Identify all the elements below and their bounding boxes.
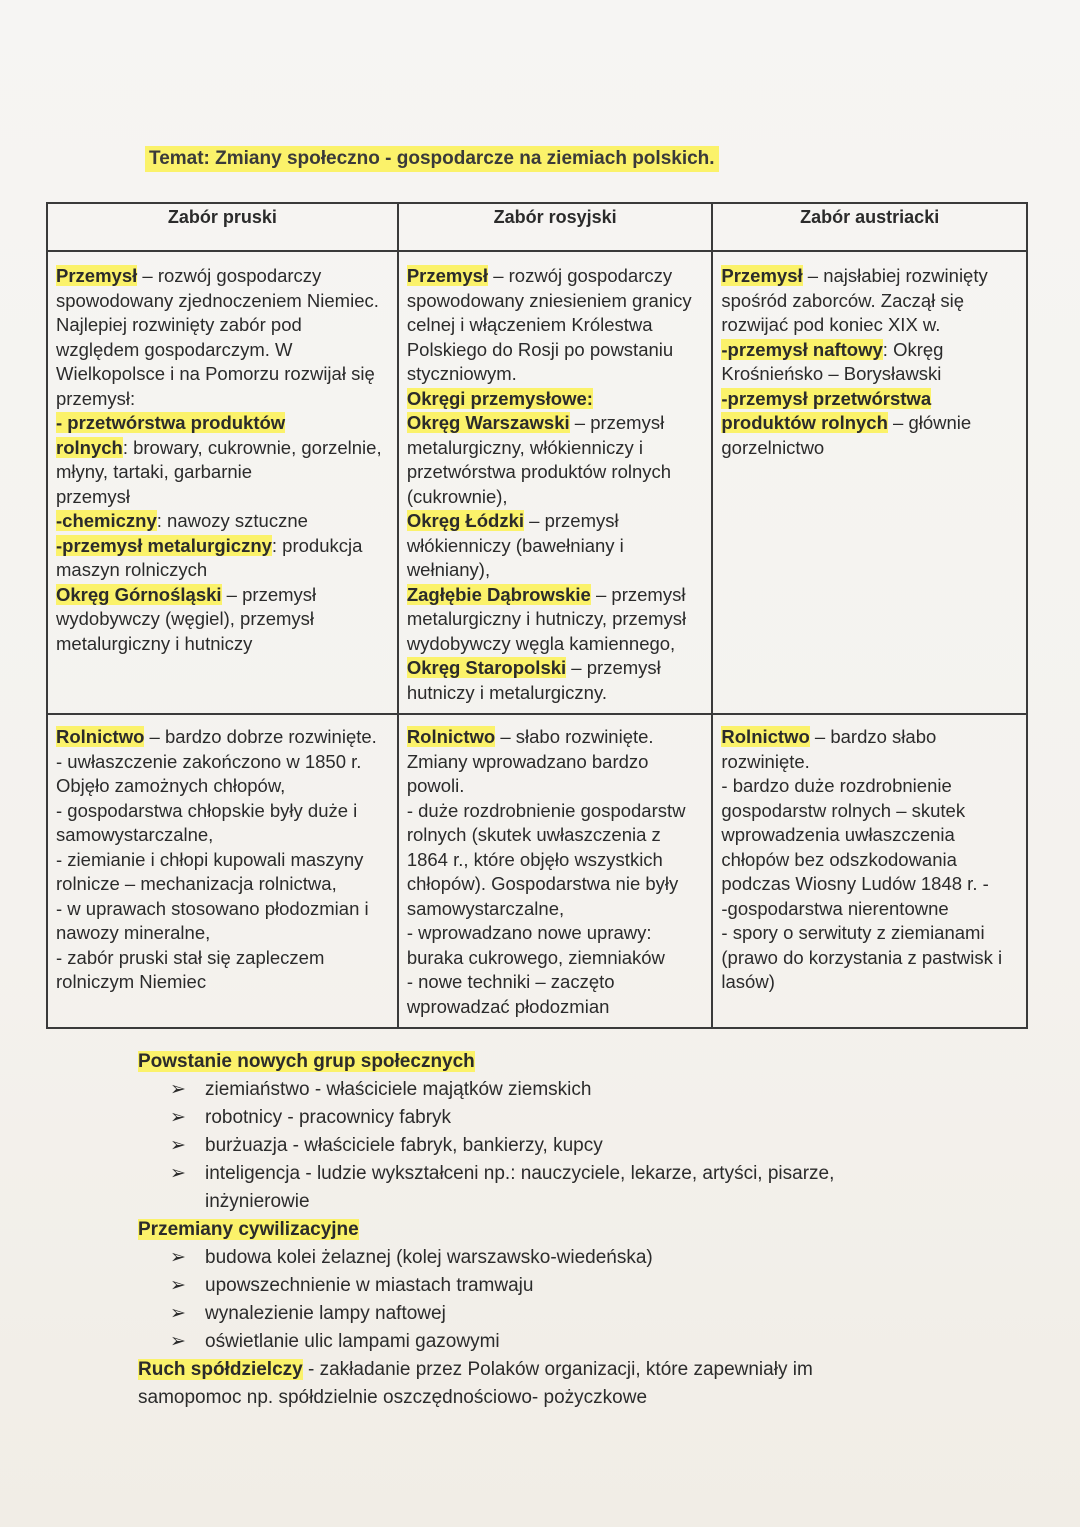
text: – przemysł włókienniczy (bawełniany i wełniany),	[406, 510, 624, 580]
text: : produkcja maszyn rolniczych	[56, 534, 363, 580]
text: – rozwój gospodarczy spowodowany zniesieniem granicy celnej i włączeniem Królestwa Polskiego do Rosji po powstaniu styczniowym.	[406, 265, 692, 384]
russia-industry-cell	[398, 251, 713, 714]
civilization-heading: Przemiany cywilizacyjne	[138, 1219, 359, 1240]
term: Przemysł	[56, 265, 138, 286]
text: – przemysł metalurgiczny i hutniczy, przemysł wydobywczy węgla kamiennego,	[406, 583, 687, 654]
notes-section	[138, 1048, 898, 1412]
groups-heading: Powstanie nowych grup społecznych	[138, 1051, 475, 1072]
cooperative-paragraph	[138, 1356, 898, 1412]
term: -przemysł przetwórstwa produktów rolnych	[721, 387, 932, 433]
term: Przemysł	[406, 265, 489, 286]
text: : nawozy sztuczne	[156, 510, 308, 531]
term: Okręg Staropolski	[406, 657, 567, 678]
term: -chemiczny	[56, 510, 157, 531]
russia-agriculture-cell	[398, 714, 713, 1028]
list-item: -gospodarstwa nierentowne	[721, 897, 949, 919]
list-item: - duże rozdrobnienie gospodarstw rolnych (skutek uwłaszczenia z 1864 r., które objęło wszystkich chłopów). Gospodarstwa nie były samowystarczalne,	[406, 799, 686, 919]
header-russia: Zabór rosyjski	[398, 203, 713, 251]
austria-agriculture-cell	[712, 714, 1027, 1028]
term: - przetwórstwa produktów	[56, 412, 286, 433]
list-item: ➢ budowa kolei żelaznej (kolej warszawsko-wiedeńska)	[170, 1244, 898, 1272]
list-item: ➢ burżuazja - właściciele fabryk, bankierzy, kupcy	[170, 1132, 898, 1160]
term: -przemysł naftowy	[721, 338, 883, 360]
list-item: - nowe techniki – zaczęto wprowadzać płodozmian	[406, 971, 615, 1017]
text: – bardzo słabo rozwinięte.	[721, 726, 937, 772]
text: – przemysł wydobywczy (węgiel), przemysł metalurgiczny i hutniczy	[56, 583, 317, 654]
term: Zagłębie Dąbrowskie	[406, 583, 591, 605]
civilization-list	[138, 1244, 898, 1356]
industry-row	[47, 251, 1027, 714]
list-item: - uwłaszczenie zakończono w 1850 r. Objęło zamożnych chłopów,	[56, 750, 362, 796]
austria-industry-cell	[712, 251, 1027, 714]
page-title: Temat: Zmiany społeczno - gospodarcze na ziemiach polskich.	[145, 146, 719, 172]
partitions-table	[46, 202, 1028, 1029]
list-item: ➢ inteligencja - ludzie wykształceni np.: nauczyciele, lekarze, artyści, pisarze, inżynierowie	[170, 1160, 898, 1216]
term: -przemysł metalurgiczny	[56, 534, 272, 556]
text: przemysł	[56, 485, 131, 507]
header-austria: Zabór austriacki	[712, 203, 1027, 251]
list-item: ➢ wynalezienie lampy naftowej	[170, 1300, 898, 1328]
text: – bardzo dobrze rozwinięte.	[144, 726, 377, 747]
table-header-row	[47, 203, 1027, 251]
term: Okręg Warszawski	[406, 412, 570, 433]
list-item: ➢ ziemiaństwo - właściciele majątków ziemskich	[170, 1076, 898, 1104]
list-item: ➢ oświetlanie ulic lampami gazowymi	[170, 1328, 898, 1356]
list-item: - ziemianie i chłopi kupowali maszyny rolnicze – mechanizacja rolnictwa,	[56, 848, 364, 894]
term: Rolnictwo	[56, 726, 145, 747]
list-item: - wprowadzano nowe uprawy: buraka cukrowego, ziemniaków	[406, 922, 665, 968]
term: Okręg Łódzki	[406, 510, 525, 531]
text: – słabo rozwinięte. Zmiany wprowadzano bardzo powoli.	[406, 726, 654, 796]
term: Przemysł	[721, 265, 803, 286]
term: rolnych	[56, 436, 123, 458]
term: Okręgi przemysłowe:	[406, 387, 593, 409]
list-item: - zabór pruski stał się zapleczem rolniczym Niemiec	[56, 946, 325, 992]
text: – głównie gorzelnictwo	[721, 412, 972, 458]
list-item: ➢ robotnicy - pracownicy fabryk	[170, 1104, 898, 1132]
groups-list	[138, 1076, 898, 1216]
cooperative-text: - zakładanie przez Polaków organizacji, które zapewniały im samopomoc np. spółdzielnie oszczędnościowo- pożyczkowe	[138, 1359, 813, 1408]
term: Okręg Górnośląski	[56, 583, 222, 605]
term: Rolnictwo	[406, 726, 496, 747]
prussia-agriculture-cell	[47, 714, 398, 1028]
prussia-industry-cell	[47, 251, 398, 714]
text: : browary, cukrownie, gorzelnie, młyny, tartaki, garbarnie	[56, 436, 382, 482]
text: – rozwój gospodarczy spowodowany zjednoczeniem Niemiec. Najlepiej rozwinięty zabór pod względem gospodarczym. W Wielkopolsce i na Pomorzu rozwijał się przemysł:	[56, 265, 379, 409]
header-prussia: Zabór pruski	[47, 203, 398, 251]
list-item: ➢ upowszechnienie w miastach tramwaju	[170, 1272, 898, 1300]
list-item: - gospodarstwa chłopskie były duże i samowystarczalne,	[56, 799, 358, 845]
agriculture-row	[47, 714, 1027, 1028]
term: Rolnictwo	[721, 726, 810, 747]
cooperative-heading: Ruch spółdzielczy	[138, 1359, 303, 1380]
list-item: - spory o serwituty z ziemianami (prawo do korzystania z pastwisk i lasów)	[721, 922, 1003, 992]
text: – najsłabiej rozwinięty spośród zaborców. Zaczął się rozwijać pod koniec XIX w.	[721, 265, 988, 335]
list-item: - bardzo duże rozdrobnienie gospodarstw rolnych – skutek wprowadzenia uwłaszczenia chłopów bez odszkodowania podczas Wiosny Ludów 1848 r. -	[721, 775, 989, 894]
text: – przemysł metalurgiczny, włókienniczy i przetwórstwa produktów rolnych (cukrownie),	[406, 412, 672, 507]
text: : Okręg Krośnieńsko – Borysławski	[721, 338, 944, 384]
list-item: - w uprawach stosowano płodozmian i nawozy mineralne,	[56, 897, 369, 943]
text: – przemysł hutniczy i metalurgiczny.	[406, 657, 661, 703]
